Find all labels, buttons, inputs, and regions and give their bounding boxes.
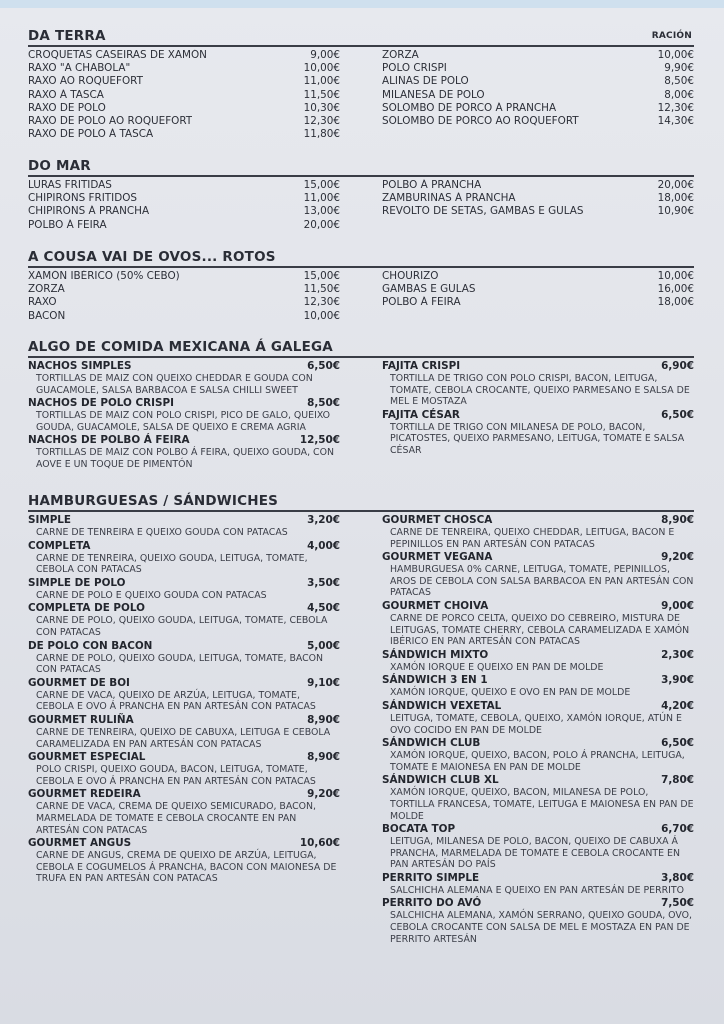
menu-item — [28, 434, 340, 470]
item-price: 9,90€ — [664, 62, 694, 75]
item-name: RAXO — [28, 296, 57, 309]
item-title — [28, 788, 340, 801]
item-description: CARNE DE TENREIRA, QUEIXO DE CABUXA, LEITUGA E CEBOLA CARAMELIZADA EN PAN ARTESÁN CON PATACAS — [36, 726, 331, 750]
item-price: 9,20€ — [307, 788, 340, 801]
item-price: 10,60€ — [299, 837, 340, 850]
item-name: RAXO DE POLO — [28, 101, 106, 114]
menu-item — [28, 397, 340, 433]
item-price: 12,30€ — [303, 115, 340, 128]
left-column — [28, 179, 340, 232]
item-title — [28, 602, 340, 615]
right-column — [382, 49, 694, 141]
item-price: 7,50€ — [661, 897, 694, 910]
item-name: BACON — [28, 309, 66, 322]
section-do-mar — [28, 158, 694, 232]
item-price: 8,00€ — [664, 88, 694, 101]
item-title — [28, 540, 340, 553]
item-price: 18,00€ — [657, 296, 694, 309]
item-name: GOURMET CHOSCA — [382, 514, 493, 526]
left-column — [28, 360, 340, 472]
item-title — [28, 714, 340, 727]
menu-item — [28, 270, 340, 283]
item-name: GOURMET CHOIVA — [382, 599, 489, 612]
right-column — [382, 179, 694, 232]
item-description: CARNE DE TENREIRA, QUEIXO CHEDDAR, LEITUGA, BACON E PEPINILLOS EN PAN ARTESÁN CON PATACAS — [390, 527, 675, 550]
item-description: CARNE DE TENREIRA, QUEIXO GOUDA, LEITUGA, TOMATE, CEBOLA CON PATACAS — [36, 552, 308, 576]
item-description: LEITUGA, MILANESA DE POLO, BACON, QUEIXO DE CABUXA Á PRANCHA, MARMELADA DE TOMATE E CEBOLA CROCANTE EN PAN ARTESÁN DO PAÍS — [390, 836, 680, 871]
menu-item — [382, 89, 694, 102]
item-name: ZAMBURIÑAS Á PRANCHA — [382, 192, 516, 205]
section-header — [28, 339, 694, 358]
item-name: SÁNDWICH 3 EN 1 — [382, 674, 488, 687]
item-price: 16,00€ — [657, 283, 694, 296]
item-price: 15,00€ — [303, 179, 340, 191]
menu-item — [382, 49, 694, 62]
item-description: POLO CRISPI, QUEIXO GOUDA, BACON, LEITUGA, TOMATE, CEBOLA E OVO Á PRANCHA EN PAN ARTESÁN CON PATACAS — [36, 764, 316, 787]
item-name: GAMBAS E GULAS — [382, 283, 476, 296]
menu-item — [382, 823, 694, 871]
item-name: SOLOMBO DE PORCO AO ROQUEFORT — [382, 115, 579, 128]
item-name: XAMÓN IBÉRICO (50% CEBO) — [28, 270, 180, 282]
item-price: 3,80€ — [661, 871, 694, 884]
right-column — [382, 360, 694, 472]
menu-item — [28, 205, 340, 218]
menu-item — [382, 872, 694, 897]
item-description: HAMBURGUESA 0% CARNE, LEITUGA, TOMATE, PEPINILLOS, AROS DE CEBOLA CON SALSA BARBACOA EN PAN ARTESÁN CON PATACAS — [390, 564, 694, 599]
item-description: CARNE DE VACA, CREMA DE QUEIXO SEMICURADO, BACON, MARMELADA DE TOMATE E CEBOLA CROCANTE EN PAN ARTESÁN CON PATACAS — [36, 801, 317, 836]
menu-item — [382, 514, 694, 550]
item-price: 3,20€ — [307, 514, 340, 526]
item-name: SIMPLE — [28, 514, 72, 526]
item-name: ZORZA — [28, 283, 65, 296]
item-price: 13,00€ — [303, 205, 340, 218]
item-name: GOURMET VEGANA — [382, 551, 493, 564]
item-name: CROQUETAS CASEIRAS DE XAMÓN — [28, 49, 207, 61]
menu-item — [382, 600, 694, 648]
item-price: 11,50€ — [303, 88, 340, 101]
item-title — [382, 600, 694, 613]
item-name: PERRITO SIMPLE — [382, 871, 480, 884]
item-title — [28, 397, 340, 410]
item-description: TORTILLAS DE MAIZ CON QUEIXO CHEDDAR E GOUDA CON GUACAMOLE, SALSA BARBACOA E SALSA CHILLI SWEET — [36, 373, 313, 396]
item-price: 15,00€ — [303, 270, 340, 282]
item-name: RAXO "A CHABOLA" — [28, 62, 131, 75]
menu-item — [382, 179, 694, 192]
item-name: GOURMET REDEIRA — [28, 788, 141, 801]
item-description: XAMÓN IORQUE, QUEIXO E OVO EN PAN DE MOLDE — [390, 687, 631, 699]
item-description: TORTILLA DE TRIGO CON MILANESA DE POLO, BACON, PICATOSTES, QUEIXO PARMESANO, LEITUGA, TOMATE E SALSA CÉSAR — [390, 421, 685, 456]
item-description: CARNE DE TENREIRA E QUEIXO GOUDA CON PATACAS — [36, 527, 288, 538]
item-name: GOURMET ANGUS — [28, 837, 132, 850]
section-ovos-rotos — [28, 249, 694, 323]
item-price: 6,90€ — [661, 360, 694, 372]
item-name: CHOURIZO — [382, 270, 439, 282]
racion-label: RACIÓN — [651, 31, 692, 41]
item-name: GOURMET DE BOI — [28, 676, 130, 689]
item-title — [382, 897, 694, 910]
item-name: CHIPIRÓNS FRITIDOS — [28, 192, 137, 205]
item-name: NACHOS SIMPLES — [28, 360, 132, 372]
menu-item — [28, 788, 340, 836]
item-price: 4,50€ — [307, 602, 340, 615]
item-name: SIMPLE DE POLO — [28, 576, 126, 589]
section-title: ALGO DE COMIDA MEXICANA Á GALEGA — [28, 339, 333, 355]
item-price: 9,20€ — [661, 551, 694, 564]
item-title — [28, 677, 340, 690]
section-header — [28, 493, 694, 512]
menu-item — [28, 102, 340, 115]
item-name: GOURMET ESPECIAL — [28, 751, 146, 764]
menu-item — [382, 700, 694, 736]
item-name: ZORZA — [382, 49, 419, 61]
top-edge — [0, 0, 724, 8]
item-name: RAXO Á TASCA — [28, 88, 104, 101]
item-price: 11,50€ — [303, 283, 340, 296]
section-title: DA TERRA — [28, 28, 106, 44]
item-title — [382, 872, 694, 885]
section-title: DO MAR — [28, 158, 91, 174]
item-price: 10,00€ — [657, 270, 694, 282]
item-name: SÁNDWICH CLUB XL — [382, 774, 499, 787]
menu-item — [382, 75, 694, 88]
item-title — [382, 514, 694, 527]
item-name: COMPLETA DE POLO — [28, 602, 145, 615]
item-price: 8,90€ — [661, 514, 694, 526]
menu-item — [382, 62, 694, 75]
section-title: A COUSA VAI DE OVOS... ROTOS — [28, 249, 276, 265]
section-header — [28, 28, 694, 47]
item-price: 2,30€ — [661, 648, 694, 661]
right-column — [382, 514, 694, 946]
item-name: DE POLO CON BACON — [28, 639, 153, 652]
menu-item — [28, 577, 340, 602]
menu-item — [28, 115, 340, 128]
menu-item — [382, 270, 694, 283]
item-title — [28, 577, 340, 590]
item-name: POLBO Á FEIRA — [382, 296, 461, 309]
item-name: PERRITO DO AVÓ — [382, 897, 482, 910]
item-name: SÁNDWICH VEXETAL — [382, 699, 502, 712]
item-price: 10,90€ — [657, 205, 694, 218]
item-title — [382, 700, 694, 713]
item-price: 10,00€ — [303, 62, 340, 75]
menu-item — [382, 897, 694, 945]
item-name: POLBO Á PRANCHA — [382, 179, 482, 191]
item-title — [28, 434, 340, 447]
item-name: MILANESA DE POLO — [382, 88, 485, 101]
section-header — [28, 249, 694, 268]
item-title — [28, 360, 340, 373]
item-description: SALCHICHA ALEMANA E QUEIXO EN PAN ARTESÁN DE PERRITO — [390, 884, 684, 896]
menu-item — [28, 714, 340, 750]
item-description: CARNE DE POLO E QUEIXO GOUDA CON PATACAS — [36, 589, 267, 601]
menu-item — [28, 514, 340, 539]
menu-item — [28, 283, 340, 296]
item-title — [382, 674, 694, 687]
menu-item — [382, 674, 694, 699]
item-description: XAMÓN IORQUE, QUEIXO, BACON, MILANESA DE POLO, TORTILLA FRANCESA, TOMATE, LEITUGA E MAIONESA EN PAN DE MOLDE — [390, 787, 694, 822]
item-price: 8,90€ — [307, 713, 340, 726]
menu-item — [28, 179, 340, 192]
menu-item — [382, 551, 694, 599]
item-name: POLBO Á FEIRA — [28, 218, 107, 231]
left-column — [28, 49, 340, 141]
item-price: 20,00€ — [303, 218, 340, 231]
section-title: HAMBURGUESAS / SÁNDWICHES — [28, 493, 279, 509]
item-price: 4,00€ — [307, 539, 340, 552]
menu-item — [382, 409, 694, 457]
menu-item — [382, 296, 694, 309]
item-price: 6,50€ — [661, 737, 694, 750]
item-title — [28, 837, 340, 850]
menu-item — [28, 640, 340, 676]
menu-item — [28, 192, 340, 205]
item-name: ALIÑAS DE POLO — [382, 75, 469, 88]
item-name: GOURMET RULIÑA — [28, 713, 134, 726]
item-name: RAXO DE POLO Á TASCA — [28, 128, 154, 141]
item-name: REVOLTO DE SETAS, GAMBAS E GULAS — [382, 205, 584, 218]
right-column — [382, 270, 694, 323]
menu-item — [28, 837, 340, 885]
item-price: 11,00€ — [303, 75, 340, 88]
item-price: 9,10€ — [307, 676, 340, 689]
section-hamburguesas — [28, 493, 694, 946]
item-title — [382, 823, 694, 836]
item-name: COMPLETA — [28, 539, 91, 552]
menu-item — [382, 102, 694, 115]
item-name: CHIPIRÓNS Á PRANCHA — [28, 205, 150, 218]
section-da-terra — [28, 28, 694, 141]
item-price: 9,00€ — [310, 49, 340, 61]
item-title — [28, 514, 340, 527]
item-price: 12,30€ — [657, 101, 694, 114]
menu-item — [382, 115, 694, 128]
item-price: 10,00€ — [303, 309, 340, 322]
menu-item — [382, 649, 694, 674]
item-title — [382, 409, 694, 422]
item-description: XAMÓN IORQUE E QUEIXO EN PAN DE MOLDE — [390, 661, 604, 673]
item-price: 5,00€ — [307, 639, 340, 652]
left-column — [28, 270, 340, 323]
item-name: SÁNDWICH MIXTO — [382, 648, 489, 661]
item-title — [382, 360, 694, 373]
menu-item — [28, 49, 340, 62]
item-price: 12,50€ — [299, 434, 340, 447]
item-price: 10,30€ — [303, 101, 340, 114]
item-name: SOLOMBO DE PORCO Á PRANCHA — [382, 101, 557, 114]
item-price: 8,50€ — [664, 75, 694, 88]
item-description: CARNE DE VACA, QUEIXO DE ARZÚA, LEITUGA, TOMATE, CEBOLA E OVO Á PRANCHA EN PAN ARTESÁN CON PATACAS — [36, 689, 316, 713]
item-price: 3,90€ — [661, 674, 694, 687]
item-price: 3,50€ — [307, 576, 340, 589]
menu-item — [28, 677, 340, 713]
item-price: 6,70€ — [661, 823, 694, 836]
item-description: CARNE DE POLO, QUEIXO GOUDA, LEITUGA, TOMATE, CEBOLA CON PATACAS — [36, 615, 328, 638]
item-name: BOCATA TOP — [382, 823, 456, 836]
item-name: RAXO DE POLO AO ROQUEFORT — [28, 115, 193, 128]
item-description: CARNE DE POLO, QUEIXO GOUDA, LEITUGA, TOMATE, BACON CON PATACAS — [36, 652, 324, 676]
menu-item — [382, 774, 694, 822]
menu-item — [382, 283, 694, 296]
item-price: 20,00€ — [657, 179, 694, 191]
menu-item — [28, 219, 340, 232]
item-price: 12,30€ — [303, 296, 340, 309]
menu-item — [28, 310, 340, 323]
item-description: TORTILLAS DE MAIZ CON POLO CRISPI, PICO DE GALO, QUEIXO GOUDA, GUACAMOLE, SALSA DE QUEIXO E CREMA AGRIA — [36, 410, 331, 433]
item-name: RAXO AO ROQUEFORT — [28, 75, 143, 88]
section-header — [28, 158, 694, 177]
item-description: SALCHICHA ALEMANA, XAMÓN SERRANO, QUEIXO GOUDA, OVO, CEBOLA CROCANTE CON SALSA DE MEL E MOSTAZA EN PAN DE PERRITO ARTESÁN — [390, 910, 693, 945]
item-price: 8,50€ — [307, 397, 340, 410]
item-title — [28, 640, 340, 653]
item-name: LURAS FRITIDAS — [28, 179, 112, 191]
menu-item — [28, 602, 340, 638]
item-description: CARNE DE PORCO CELTA, QUEIXO DO CEBREIRO, MISTURA DE LEITUGAS, TOMATE CHERRY, CEBOLA CARAMELIZADA E XAMÓN IBÉRICO EN PAN ARTESÁN CON PATACAS — [390, 612, 690, 648]
item-title — [382, 551, 694, 564]
item-description: LEITUGA, TOMATE, CEBOLA, QUEIXO, XAMÓN IORQUE, ATÚN E OVO COCIDO EN PAN DE MOLDE — [390, 712, 682, 736]
item-price: 11,00€ — [303, 192, 340, 205]
item-title — [382, 649, 694, 662]
item-price: 14,30€ — [657, 115, 694, 128]
menu-item — [28, 62, 340, 75]
menu-item — [28, 75, 340, 88]
item-name: POLO CRISPI — [382, 62, 447, 75]
item-price: 18,00€ — [657, 192, 694, 205]
menu-item — [28, 751, 340, 787]
menu-item — [382, 737, 694, 773]
item-title — [28, 751, 340, 764]
left-column — [28, 514, 340, 946]
menu-item — [382, 360, 694, 408]
item-description: TORTILLA DE TRIGO CON POLO CRISPI, BACON, LEITUGA, TOMATE, CEBOLA CROCANTE, QUEIXO PARMESANO E SALSA DE MEL E MOSTAZA — [390, 373, 690, 408]
menu-item — [28, 128, 340, 141]
item-description: TORTILLAS DE MAIZ CON POLBO Á FEIRA, QUEIXO GOUDA, CON AOVE E UN TOQUE DE PIMENTÓN — [36, 447, 334, 470]
item-price: 8,90€ — [307, 751, 340, 764]
item-name: NACHOS DE POLBO Á FEIRA — [28, 434, 190, 447]
menu-item — [28, 296, 340, 309]
item-price: 9,00€ — [661, 599, 694, 612]
item-name: FAJITA CRISPI — [382, 360, 461, 372]
item-name: NACHOS DE POLO CRISPI — [28, 397, 174, 410]
item-price: 11,80€ — [303, 128, 340, 141]
item-title — [382, 774, 694, 787]
menu-item — [28, 540, 340, 576]
menu-item — [28, 360, 340, 396]
menu-item — [382, 205, 694, 218]
menu-item — [382, 192, 694, 205]
item-title — [382, 737, 694, 750]
item-name: SÁNDWICH CLUB — [382, 737, 481, 750]
item-description: XAMÓN IORQUE, QUEIXO, BACON, POLO Á PRANCHA, LEITUGA, TOMATE E MAIONESA EN PAN DE MOLDE — [390, 750, 685, 773]
item-price: 10,00€ — [657, 49, 694, 61]
item-description: CARNE DE ANGUS, CREMA DE QUEIXO DE ARZÚA, LEITUGA, CEBOLA E COGUMELOS Á PRANCHA, BACON CON MAIONESA DE TRUFA EN PAN ARTESÁN CON PATACAS — [36, 850, 337, 885]
menu-item — [28, 89, 340, 102]
item-price: 4,20€ — [661, 699, 694, 712]
item-price: 6,50€ — [661, 408, 694, 421]
section-mexicana — [28, 339, 694, 472]
item-price: 7,80€ — [661, 774, 694, 787]
item-name: FAJITA CÉSAR — [382, 408, 460, 421]
item-price: 6,50€ — [307, 360, 340, 372]
